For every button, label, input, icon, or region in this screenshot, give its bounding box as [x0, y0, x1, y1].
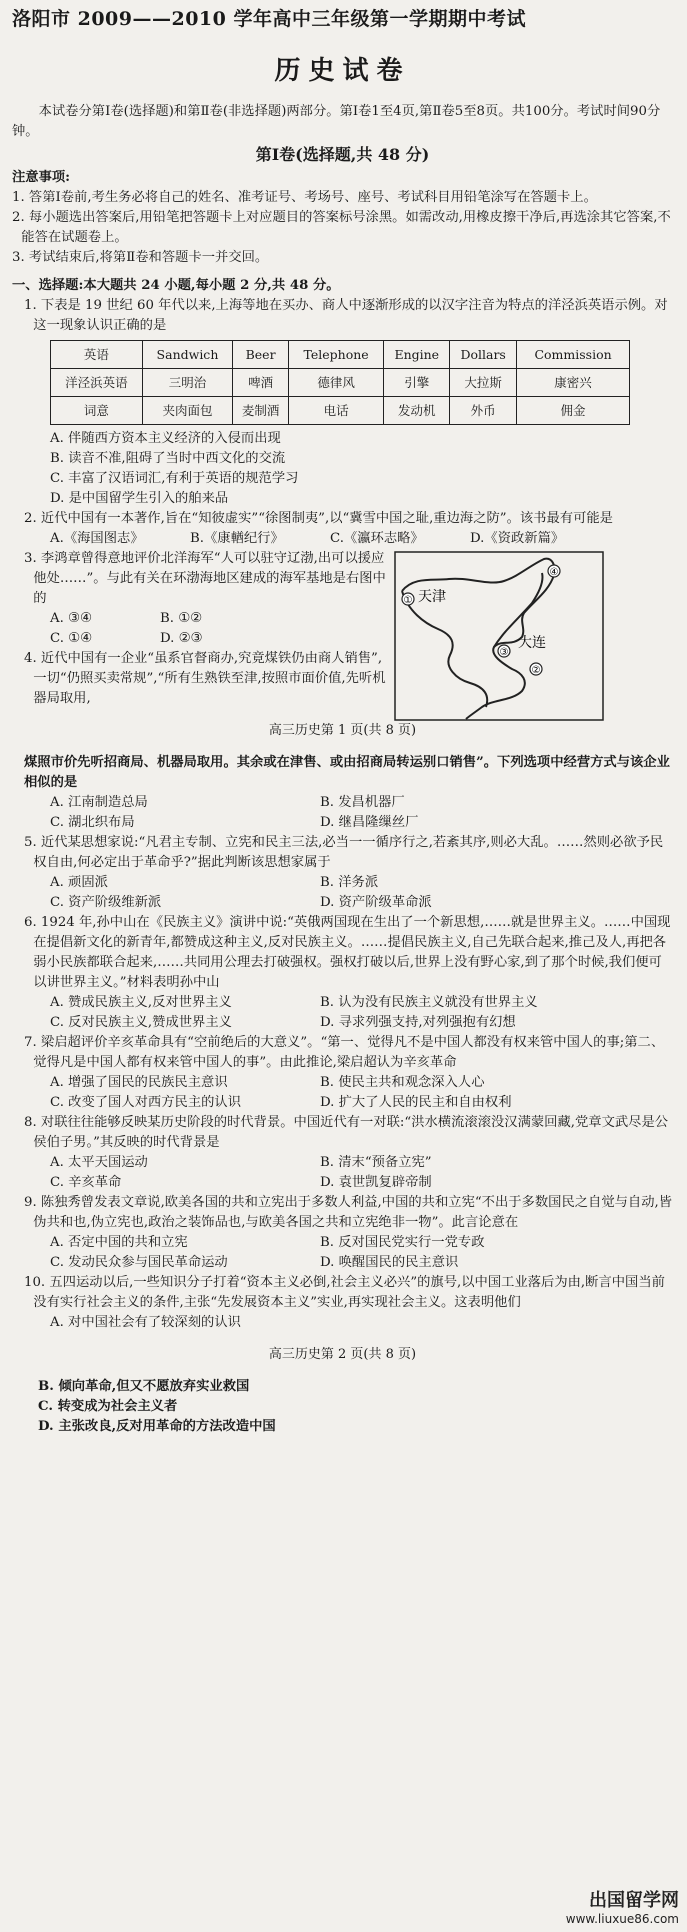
option-b: B. 发昌机器厂: [320, 795, 405, 810]
site-url: www.liuxue86.com: [565, 1912, 679, 1926]
option-a: A.《海国图志》: [50, 531, 144, 546]
options-row: [24, 1073, 673, 1093]
option-a: A. 增强了国民的民族民主意识: [50, 1075, 228, 1090]
question-5: [12, 833, 673, 913]
options-row: [24, 793, 673, 813]
question-9: [12, 1193, 673, 1273]
table-cell: 引擎: [384, 369, 450, 397]
options-row: [24, 813, 673, 833]
option-b: B. 清末“预备立宪”: [320, 1155, 432, 1170]
option-a: A. 否定中国的共和立宪: [50, 1235, 188, 1250]
question-stem: 6. 1924 年,孙中山在《民族主义》演讲中说:“英俄两国现在生出了一个新思想,……就是世界主义。……中国现在提倡新文化的新青年,都赞成这种主义,反对民族主义。……提倡民族主义,自己先联合起来,推己及人,再把各弱小民族都联合起来,……共同用公理去打破强权。强权打破以后,世界上没有野心家,到了那个时候,我们便可以讲世界主义。”材料表明孙中山: [24, 915, 671, 990]
table-row: [51, 341, 630, 369]
note-item-1: 1. 答第Ⅰ卷前,考生务必将自己的姓名、准考证号、考场号、座号、考试科目用铅笔涂写在答题卡上。: [12, 190, 597, 205]
option-d: D. 继昌隆缫丝厂: [320, 815, 419, 830]
question-stem: 3. 李鸿章曾得意地评价北洋海军“人可以驻守辽渤,出可以援应他处……”。与此有关在环渤海地区建成的海军基地是右图中的: [24, 551, 386, 606]
table-cell: 康密兴: [517, 369, 630, 397]
option-b: B. 倾向革命,但又不愿放弃实业救国: [38, 1379, 250, 1394]
option-a: A. 对中国社会有了较深刻的认识: [50, 1315, 241, 1330]
options-row: [24, 993, 673, 1013]
table-cell: 啤酒: [233, 369, 289, 397]
table-cell: 发动机: [384, 397, 450, 425]
option-d: D. 唤醒国民的民主意识: [320, 1255, 459, 1270]
option-c: C. 反对民族主义,赞成世界主义: [50, 1015, 232, 1030]
options-row: [24, 609, 394, 629]
question-6: [12, 913, 673, 1033]
option-c: C. 辛亥革命: [50, 1175, 122, 1190]
option-b: B.《康輶纪行》: [190, 531, 284, 546]
option-c: C. 改变了国人对西方民主的认识: [50, 1095, 242, 1110]
options-row: [24, 1233, 673, 1253]
option-c: C. ①④: [50, 631, 92, 646]
question-7: [12, 1033, 673, 1113]
options-row: [24, 893, 673, 913]
table-cell: 外币: [450, 397, 517, 425]
options-row: [24, 1013, 673, 1033]
table-cell: 佣金: [517, 397, 630, 425]
question-stem: 10. 五四运动以后,一些知识分子打着“资本主义必倒,社会主义必兴”的旗号,以中国工业落后为由,断言中国当前没有实行社会主义的条件,主张“先发展资本主义”实业,再实现社会主义。这表明他们: [24, 1275, 665, 1310]
question-stem: 9. 陈独秀曾发表文章说,欧美各国的共和立宪出于多数人利益,中国的共和立宪“不出于多数国民之自觉与自动,皆伪共和也,伪立宪也,政治之装饰品也,与欧美各国之共和立宪绝非一物”。此言论意在: [24, 1195, 673, 1230]
note-item-2: 2. 每小题选出答案后,用铅笔把答题卡上对应题目的答案标号涂黑。如需改动,用橡皮擦干净后,再选涂其它答案,不能答在试题卷上。: [12, 210, 671, 245]
option-c: C. 发动民众参与国民革命运动: [50, 1255, 228, 1270]
table-cell: Beer: [233, 341, 289, 369]
option-c: C.《瀛环志略》: [330, 531, 424, 546]
option-d: D.《资政新篇》: [470, 531, 565, 546]
option-d: D. 寻求列强支持,对列强抱有幻想: [320, 1015, 516, 1030]
table-cell: 夹肉面包: [142, 397, 233, 425]
question-10-continued: [12, 1377, 673, 1437]
options-row: [24, 873, 673, 893]
question-stem: 8. 对联往往能够反映某历史阶段的时代背景。中国近代有一对联:“洪水横流滚滚没汉满蒙回藏,党章文武尽是公侯伯子男。”其反映的时代背景是: [24, 1115, 669, 1150]
options-row: [24, 629, 394, 649]
section1-heading: 一、选择题:本大题共 24 小题,每小题 2 分,共 48 分。: [12, 278, 340, 293]
options-row: [24, 1093, 673, 1113]
option-d: D. 袁世凯复辟帝制: [320, 1175, 432, 1190]
option-a: A. 赞成民族主义,反对世界主义: [50, 995, 232, 1010]
table-cell: 三明治: [142, 369, 233, 397]
question-3: [12, 549, 673, 709]
option-b: B. 洋务派: [320, 875, 379, 890]
option-a: A. 伴随西方资本主义经济的入侵而出现: [50, 431, 281, 446]
table-cell: Sandwich: [142, 341, 233, 369]
part1-title: 第Ⅰ卷(选择题,共 48 分): [255, 145, 430, 164]
option-d: D. 资产阶级革命派: [320, 895, 432, 910]
page-footer-2: 高三历史第 2 页(共 8 页): [268, 1347, 417, 1362]
question-stem: 煤照市价先听招商局、机器局取用。其余或在津售、或由招商局转运别口销售”。下列选项中经营方式与该企业相似的是: [24, 755, 670, 790]
exam-subtitle: 历史试卷: [274, 56, 411, 86]
table-cell: 词意: [51, 397, 143, 425]
question-4: [12, 753, 673, 833]
question-10: [12, 1273, 673, 1333]
options-row: [24, 529, 673, 549]
table-cell: 麦制酒: [233, 397, 289, 425]
marker-2-label: ②: [531, 665, 541, 676]
table-cell: Engine: [384, 341, 450, 369]
options-row: [24, 1153, 673, 1173]
page-footer-1: 高三历史第 1 页(共 8 页): [268, 723, 417, 738]
option-c: C. 湖北织布局: [50, 815, 135, 830]
option-d: D. 主张改良,反对用革命的方法改造中国: [38, 1419, 276, 1434]
option-b: B. ①②: [160, 611, 203, 626]
option-b: B. 认为没有民族主义就没有世界主义: [320, 995, 538, 1010]
table-row: [51, 369, 630, 397]
table-cell: 英语: [51, 341, 143, 369]
options-row: [24, 1253, 673, 1273]
intro-paragraph: 本试卷分第Ⅰ卷(选择题)和第Ⅱ卷(非选择题)两部分。第Ⅰ卷1至4页,第Ⅱ卷5至8页。共100分。考试时间90分钟。: [12, 104, 661, 139]
option-a: A. 江南制造总局: [50, 795, 148, 810]
table-row: [51, 397, 630, 425]
question-8: [12, 1113, 673, 1193]
note-item-3: 3. 考试结束后,将第Ⅱ卷和答题卡一并交回。: [12, 250, 269, 265]
option-b: B. 反对国民党实行一党专政: [320, 1235, 485, 1250]
option-d: D. 是中国留学生引入的舶来品: [50, 491, 229, 506]
table-cell: 洋泾浜英语: [51, 369, 143, 397]
options-row: [24, 1173, 673, 1193]
question-4-stem: 4. 近代中国有一企业“虽系官督商办,究竟煤铁仍由商人销售”,一切“仍照买卖常规”,“所有生熟铁至津,按照市面价值,先听机器局取用,: [24, 651, 386, 706]
site-name: 出国留学网: [589, 1890, 679, 1911]
question-1: [12, 296, 673, 509]
option-c: C. 转变成为社会主义者: [38, 1399, 178, 1414]
option-b: B. 读音不准,阻碍了当时中西文化的交流: [50, 451, 286, 466]
dalian-label: 大连: [518, 635, 546, 651]
table-cell: 大拉斯: [450, 369, 517, 397]
option-a: A. 太平天国运动: [50, 1155, 148, 1170]
option-a: A. ③④: [50, 611, 92, 626]
option-c: C. 丰富了汉语词汇,有利于英语的规范学习: [50, 471, 299, 486]
question-stem: 1. 下表是 19 世纪 60 年代以来,上海等地在买办、商人中逐渐形成的以汉字注音为特点的洋泾浜英语示例。对这一现象认识正确的是: [24, 298, 668, 333]
vocab-table: [50, 340, 630, 425]
question-stem: 7. 梁启超评价辛亥革命具有“空前绝后的大意义”。“第一、觉得凡不是中国人都没有权来管中国人的事;第二、觉得凡是中国人都有权来管中国人的事”。由此推论,梁启超认为辛亥革命: [24, 1035, 665, 1070]
map-frame: [395, 552, 603, 720]
exam-title: 洛阳市 2009——2010 学年高中三年级第一学期期中考试: [12, 8, 526, 30]
marker-3-label: ③: [499, 647, 509, 658]
option-b: B. 使民主共和观念深入人心: [320, 1075, 485, 1090]
option-a: A. 顽固派: [50, 875, 108, 890]
notes-heading: 注意事项:: [12, 170, 71, 185]
marker-4-label: ④: [549, 567, 559, 578]
table-cell: Dollars: [450, 341, 517, 369]
site-watermark: [566, 1890, 679, 1926]
marker-1-label: ①: [403, 595, 413, 606]
table-cell: 德律风: [288, 369, 384, 397]
bohai-map: [394, 551, 604, 721]
question-stem: 5. 近代某思想家说:“凡君主专制、立宪和民主三法,必当一一循序行之,若紊其序,则必大乱。……然则必欲予民权自由,何必定出于革命乎?”据此判断该思想家属于: [24, 835, 664, 870]
option-c: C. 资产阶级维新派: [50, 895, 162, 910]
table-cell: Commission: [517, 341, 630, 369]
table-cell: Telephone: [288, 341, 384, 369]
option-d: D. ②③: [160, 631, 203, 646]
option-d: D. 扩大了人民的民主和自由权利: [320, 1095, 512, 1110]
table-cell: 电话: [288, 397, 384, 425]
question-stem: 2. 近代中国有一本著作,旨在“知彼虚实”“徐图制夷”,以“冀雪中国之耻,重边海之防”。该书最有可能是: [24, 511, 613, 526]
question-2: [12, 509, 673, 549]
tianjin-label: 天津: [418, 589, 446, 605]
